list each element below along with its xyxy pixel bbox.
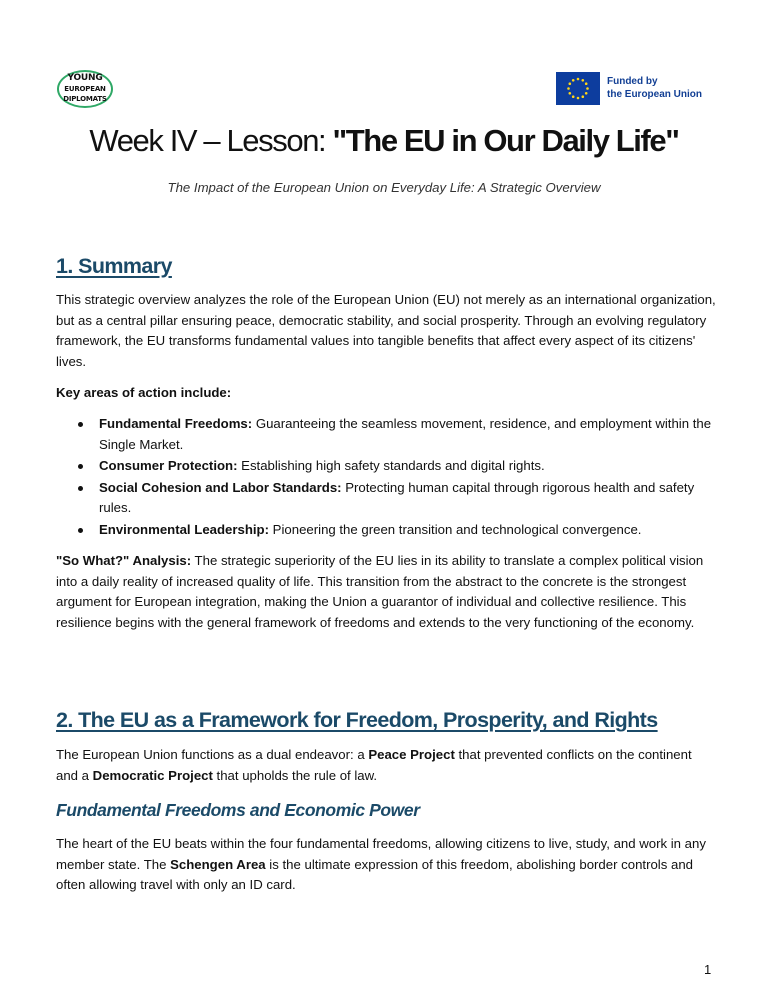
list-item — [56, 414, 716, 455]
list-item-term: Social Cohesion and Labor Standards: — [99, 479, 342, 495]
eu-funding-text — [607, 75, 747, 101]
section-2-paragraph-2 — [56, 834, 716, 896]
bullet-icon — [78, 464, 83, 469]
p2-part-a: The heart of the EU beats within the four fundamental freedoms, allowing citizens to live, study, and work in any member state. The — [56, 836, 706, 872]
section-1-heading: 1. Summary — [56, 254, 172, 278]
p1-part-e: that upholds the rule of law. — [212, 767, 378, 783]
peace-project-term: Peace Project — [368, 747, 455, 762]
list-item-text: Guaranteeing the seamless movement, residence, and employment within the Single Market. — [99, 416, 712, 452]
key-areas-label-text: Key areas of action include: — [56, 385, 232, 400]
eu-funding-line-2: the European Union — [607, 89, 702, 100]
list-item-text: Pioneering the green transition and technological convergence. — [269, 521, 642, 537]
logo-line-3: DIPLOMATS — [63, 95, 107, 103]
logo-line-1: YOUNG — [67, 73, 103, 83]
page-number: 1 — [704, 962, 712, 977]
list-item-term: Environmental Leadership: — [99, 521, 270, 537]
section-2-paragraph-1 — [56, 745, 716, 786]
p2-part-c: is the ultimate expression of this freedom, abolishing border controls and often allowing travel with only an ID card. — [56, 856, 693, 893]
list-item-term: Consumer Protection: — [99, 458, 238, 474]
key-areas-label — [56, 383, 716, 404]
eu-funding-line-1: Funded by — [607, 76, 658, 87]
democratic-project-term: Democratic Project — [92, 767, 213, 783]
p1-part-a: The European Union functions as a dual endeavor: a — [56, 747, 369, 762]
page-title — [0, 123, 768, 159]
list-item-term: Fundamental Freedoms: — [99, 416, 253, 431]
list-item — [56, 456, 716, 477]
section-2-heading: 2. The EU as a Framework for Freedom, Prosperity, and Rights — [56, 708, 658, 732]
p1-part-c: that prevented conflicts on the continent and a — [56, 747, 692, 783]
list-item — [56, 478, 716, 519]
eu-flag-icon — [556, 72, 600, 105]
analysis-text: The strategic superiority of the EU lies in its ability to translate a complex political vision into a daily reality of increased quality of life. This transition from the abstract to the concrete is the strongest argument for European integration, making the Union a guarantor of individual and collective resilience. This resilience begins with the general framework of freedoms and extends to the very functioning of the economy. — [56, 553, 704, 630]
key-areas-list — [56, 414, 716, 542]
logo-line-2: EUROPEAN — [64, 85, 106, 93]
bullet-icon — [78, 486, 83, 491]
bullet-icon — [78, 422, 83, 427]
young-european-diplomats-logo — [55, 68, 115, 110]
summary-intro: This strategic overview analyzes the role of the European Union (EU) not merely as an international organization, but as a central pillar ensuring peace, democratic stability, and social prosperity. Through an evolving regulatory framework, the EU transforms fundamental values into tangible benefits that affect every aspect of its citizens' lives. — [56, 292, 716, 369]
schengen-area-term: Schengen Area — [170, 856, 266, 872]
title-prefix: Week IV – Lesson: — [89, 123, 333, 158]
analysis-label: "So What?" Analysis: — [56, 553, 192, 568]
bullet-icon — [78, 528, 83, 533]
section-2-subheading: Fundamental Freedoms and Economic Power — [56, 800, 420, 820]
so-what-analysis — [56, 551, 716, 633]
eu-stars-icon — [556, 72, 600, 105]
page-subtitle: The Impact of the European Union on Everyday Life: A Strategic Overview — [167, 180, 601, 195]
list-item — [56, 520, 716, 541]
list-item-text: Protecting human capital through rigorous health and safety rules. — [99, 479, 695, 516]
list-item-text: Establishing high safety standards and digital rights. — [237, 458, 545, 474]
title-emphasis: "The EU in Our Daily Life" — [332, 123, 679, 158]
